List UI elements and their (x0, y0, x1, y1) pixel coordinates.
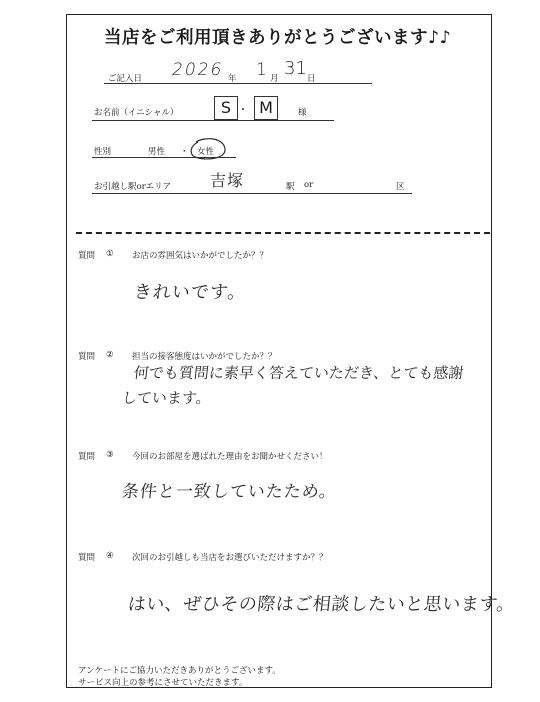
name-label: お名前（イニシャル） (94, 108, 179, 118)
q3-number: ③ (106, 450, 114, 460)
initial-box-2: M (254, 96, 278, 120)
q2-text: 担当の接客態度はいかがでしたか？？ (132, 352, 277, 362)
area-underline (92, 193, 412, 194)
q2-label: 質問 (78, 352, 96, 362)
ward-unit: 区 (396, 182, 405, 192)
area-value: 吉塚 (210, 171, 245, 190)
year-unit: 年 (228, 74, 237, 84)
gender-separator: ・ (180, 147, 189, 157)
date-year-value: 2026 (170, 60, 226, 80)
q3-text: 今回のお部屋を選ばれた理由をお聞かせください！ (132, 452, 328, 462)
q3-answer-line-1: 条件と一致していたため。 (120, 482, 339, 502)
date-day-value: 31 (284, 58, 307, 79)
q2-answer-line-1: 何でも質問に素早く答えていただき、とても感謝 (133, 364, 465, 382)
footer-line-1: アンケートにご協力いただきありがとうございます。 (78, 666, 281, 676)
q1-label: 質問 (78, 251, 96, 261)
q1-answer-line-1: きれいです。 (132, 282, 248, 303)
station-unit: 駅 (286, 182, 295, 192)
date-underline (104, 83, 372, 84)
gender-label: 性別 (94, 147, 112, 157)
female-circle-mark (186, 136, 228, 162)
q1-text: お店の雰囲気はいかがでしたか？？ (132, 251, 269, 261)
q2-number: ② (106, 350, 114, 360)
date-label: ご記入日 (108, 74, 143, 84)
gender-male: 男性 (148, 147, 166, 157)
initial-separator: ・ (238, 105, 248, 116)
name-underline (92, 120, 334, 121)
survey-title: 当店をご利用頂きありがとうございます♪♪ (104, 28, 452, 48)
q4-text: 次回のお引越しも当店をお選びいただけますか？？ (132, 553, 328, 563)
q2-answer-line-2: しています。 (121, 389, 212, 407)
day-unit: 日 (307, 74, 316, 84)
q4-label: 質問 (78, 553, 96, 563)
area-label: お引越し駅orエリア (94, 182, 172, 192)
footer-line-2: サービス向上の参考にさせていただきます。 (78, 678, 248, 688)
or-text: or (304, 180, 314, 190)
q3-label: 質問 (78, 452, 96, 462)
section-divider (76, 232, 490, 234)
q1-number: ① (106, 249, 114, 259)
name-suffix: 様 (298, 108, 307, 118)
q4-number: ④ (106, 551, 114, 561)
date-month-value: 1 (256, 60, 267, 80)
gender-female: 女性 (197, 147, 215, 157)
q4-answer-line-1: はい、ぜひその際はご相談したいと思います。 (126, 594, 517, 615)
gender-underline (92, 157, 236, 158)
month-unit: 月 (270, 74, 279, 84)
initial-box-1: S (214, 96, 238, 120)
